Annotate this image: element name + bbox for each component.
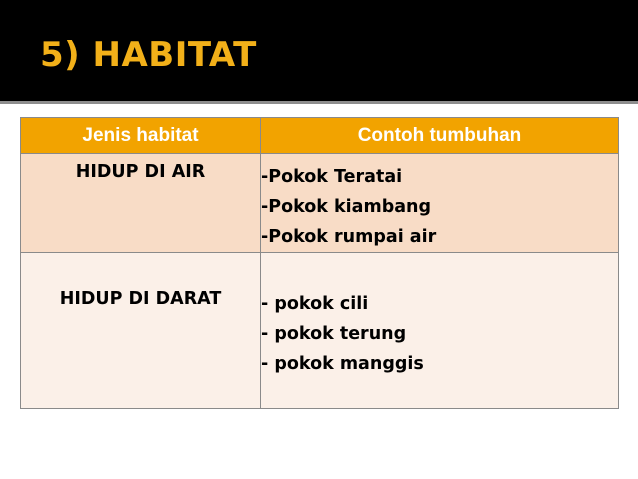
example-item: -Pokok rumpai air [261, 227, 437, 247]
example-item: - pokok manggis [261, 354, 424, 374]
header-plant-examples: Contoh tumbuhan [261, 118, 619, 154]
habitat-cell-land: HIDUP DI DARAT [21, 253, 261, 409]
header-habitat-type: Jenis habitat [21, 118, 261, 154]
example-item: -Pokok Teratai [261, 167, 403, 187]
slide-title: 5) HABITAT [40, 35, 257, 75]
examples-cell-land [261, 253, 619, 409]
table-row [21, 154, 619, 253]
table-row [21, 253, 619, 409]
habitat-table [20, 117, 619, 409]
title-divider [0, 101, 638, 104]
example-item: - pokok cili [261, 294, 369, 314]
example-item: - pokok terung [261, 324, 407, 344]
habitat-cell-water: HIDUP DI AIR [21, 154, 261, 253]
table-header-row [21, 118, 619, 154]
example-item: -Pokok kiambang [261, 197, 432, 217]
examples-cell-water [261, 154, 619, 253]
